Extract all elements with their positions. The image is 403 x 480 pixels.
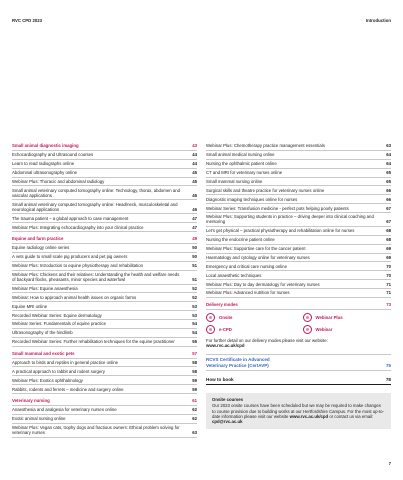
rcvs-title (206, 357, 270, 368)
entry-title: Webinar Plus: Chemotherapy practice management essentials (206, 143, 325, 149)
entry-title: CT and MRI for veterinary nurses online (206, 170, 283, 176)
header-left: RVC CPD 2023 (12, 18, 43, 23)
toc-entry[interactable] (12, 214, 197, 223)
toc-entry[interactable] (12, 406, 197, 415)
entry-title: Surgical skills and theatre practice for veterinary nurses online (206, 187, 325, 193)
toc-entry[interactable] (206, 195, 391, 204)
page-ref: 54 (192, 330, 197, 336)
entry-title: Webinar Plus: Equine anaesthesia (12, 285, 78, 291)
section-title: Veterinary nursing (12, 398, 50, 404)
entry-title: Rabbits, rodents and ferrets – medicine and surgery online (12, 386, 124, 392)
page-ref: 64 (386, 161, 391, 167)
section-heading[interactable] (12, 235, 197, 244)
how-to-book-page: 78 (385, 377, 391, 383)
page-ref: 43 (192, 143, 197, 149)
toc-entry[interactable] (12, 385, 197, 394)
page-ref: 71 (386, 281, 391, 287)
toc-entry[interactable] (206, 254, 391, 263)
section-heading[interactable] (206, 301, 391, 310)
page-ref: 53 (192, 312, 197, 318)
entry-title: Webinar Plus: Supporting students in practice – driving deeper into clinical coaching and mentoring (206, 214, 374, 225)
how-to-book-row[interactable] (206, 371, 391, 385)
toc-entry[interactable] (206, 151, 391, 160)
entry-title: Small mammal nursing online (206, 178, 263, 184)
toc-entry[interactable] (206, 213, 391, 227)
entry-title: Anaesthesia and analgesia for veterinary nurses online (12, 407, 117, 413)
toc-entry[interactable] (12, 329, 197, 338)
toc-entry[interactable] (206, 271, 391, 280)
entry-title: Webinar Plus: Day to day dermatology for veterinary nurses (206, 281, 320, 287)
toc-entry[interactable] (12, 244, 197, 253)
page-ref: 49 (192, 236, 197, 242)
entry-title: Approach to birds and reptiles in general practice online (12, 359, 119, 365)
page-ref: 50 (192, 254, 197, 260)
entry-title: Recorded Webinar Series: Further rehabilitation techniques for the equine practitioner (12, 339, 175, 345)
rcvs-page: 75 (385, 362, 391, 368)
toc-entry[interactable] (206, 160, 391, 169)
page-ref: 68 (386, 237, 391, 243)
toc-entry[interactable] (12, 262, 197, 271)
how-to-book-label: How to book (206, 377, 234, 383)
entry-title: Webinar Plus: Integrating echocardiography into your clinical practice (12, 224, 144, 230)
onsite-box-email[interactable]: cpd@rvc.ac.uk (212, 419, 243, 425)
entry-title: Echocardiography and Ultrasound courses (12, 152, 94, 158)
entry-title: Webinar Plus: Supportive care for the cancer patient (206, 246, 306, 252)
page-ref: 50 (192, 245, 197, 251)
toc-entry[interactable] (12, 178, 197, 187)
page-ref: 59 (192, 386, 197, 392)
page-ref: 58 (192, 368, 197, 374)
page-ref: 71 (386, 290, 391, 296)
entry-title: Learn to read radiographs online (12, 161, 75, 167)
section-heading[interactable] (12, 142, 197, 151)
toc-entry[interactable] (12, 253, 197, 262)
toc-entry[interactable] (206, 280, 391, 289)
toc-entry[interactable] (206, 245, 391, 254)
page-ref: 70 (386, 263, 391, 269)
page-ref: 65 (386, 178, 391, 184)
header-right: Introduction (365, 18, 391, 23)
toc-entry[interactable] (12, 359, 197, 368)
page-ref: 67 (386, 219, 391, 225)
toc-entry[interactable] (12, 200, 197, 214)
mode-label: Onsite (219, 314, 233, 320)
toc-entry[interactable] (12, 169, 197, 178)
further-detail-note (206, 338, 391, 349)
toc-entry[interactable] (12, 223, 197, 232)
toc-entry[interactable] (12, 376, 197, 385)
page-ref: 69 (386, 246, 391, 252)
entry-title: Webinar Series: Fundamentals of equine practice (12, 321, 107, 327)
section-title: Small mammal and exotic pets (12, 351, 75, 357)
entry-title: Webinar: How to approach animal health issues on organic farms (12, 294, 137, 300)
toc-entry[interactable] (206, 142, 391, 151)
entry-title: Equine MRI online (12, 303, 48, 309)
page-ref: 65 (386, 170, 391, 176)
page-number: 7 (388, 461, 391, 466)
section-title: Delivery modes (206, 302, 238, 308)
mode-onsite[interactable] (206, 313, 295, 322)
entry-title: Small animal veterinary computed tomography online: Head/neck, musculoskeletal and neurological applications (12, 201, 178, 212)
mode-label: e-CPD (219, 326, 232, 332)
entry-title: Haematology and cytology online for veterinary nurses (206, 254, 310, 260)
mode-webinar[interactable] (303, 325, 392, 334)
entry-title: Small animal veterinary computed tomography online: Technology, thorax, abdomen and vascular applications (12, 187, 180, 198)
toc-entry[interactable] (12, 415, 197, 424)
page-ref: 62 (192, 407, 197, 413)
section-title: Small animal diagnostic imaging (12, 143, 79, 149)
right-column-list (206, 142, 391, 310)
right-column (206, 142, 391, 429)
toc-entry[interactable] (12, 285, 197, 294)
toc-entry[interactable] (12, 311, 197, 320)
entry-title: Exotic animal nursing online (12, 416, 66, 422)
entry-title: Small animal medical nursing online (206, 152, 275, 158)
entry-title: Abdominal ultrasonography online (12, 170, 77, 176)
toc-entry[interactable] (206, 289, 391, 298)
onsite-courses-box (206, 393, 391, 428)
page-ref: 58 (192, 359, 197, 365)
entry-title: Webinar Plus: Introduction to equine physiotherapy and rehabilitation (12, 263, 144, 269)
mode-label: Webinar (315, 326, 333, 332)
entry-title: Nursing the ophthalmic patient online (206, 161, 277, 167)
page-ref: 70 (386, 272, 391, 278)
toc-entry[interactable] (12, 320, 197, 329)
mode-ecpd[interactable] (206, 325, 295, 334)
page-ref: 68 (386, 228, 391, 234)
entry-title: A vets guide to small scale pig producers and pet pig owners (12, 254, 128, 260)
left-column (12, 142, 197, 438)
page-ref: 44 (192, 161, 197, 167)
rcvs-line1: RCVS Certificate in Advanced (206, 357, 270, 363)
page-ref: 66 (386, 196, 391, 202)
entry-title: Webinar Plus: Chickens and their relatives: Understanding the health and welfare needs of backyard flocks, pheasants, minor species and waterfowl (12, 271, 180, 283)
page-ref: 73 (386, 302, 391, 308)
onsite-icon (206, 313, 215, 322)
page-ref: 67 (386, 205, 391, 211)
section-title: Equine and farm practice (12, 236, 64, 242)
section-heading[interactable] (12, 350, 197, 359)
entry-title: A practical approach to rabbit and rodent surgery (12, 368, 105, 374)
page-ref: 63 (386, 143, 391, 149)
further-detail-text: For further detail on our delivery modes please visit our website: (206, 337, 328, 343)
page-ref: 52 (192, 285, 197, 291)
toc-entry[interactable] (206, 169, 391, 178)
page-ref: 66 (386, 187, 391, 193)
page-ref: 63 (192, 430, 197, 436)
onsite-box-body: Our 2023 onsite courses have been scheduled but we may be required to make changes to course provision due to building works at our Hertfordshire Campus. For the most up-to-date information please visit our website (212, 403, 384, 419)
onsite-box-mid: or contact us via email: (329, 413, 374, 419)
webinar-icon (303, 325, 312, 334)
entry-title: Emergency and critical care nursing online (206, 263, 287, 269)
entry-title: Webinar Plus: Vegan cats, trophy dogs and fractious owners: Ethical problem solving for veterinary nurses (12, 425, 180, 436)
page-ref: 59 (192, 377, 197, 383)
toc-entry[interactable] (206, 236, 391, 245)
toc-entry[interactable] (12, 302, 197, 311)
page-ref: 51 (192, 263, 197, 269)
page-header (12, 18, 391, 28)
page-ref: 55 (192, 339, 197, 345)
page-ref: 44 (192, 152, 197, 158)
entry-title: The trauma patient – a global approach to case management (12, 215, 129, 221)
page-ref: 69 (386, 254, 391, 260)
page-ref: 45 (192, 178, 197, 184)
page-ref: 52 (192, 294, 197, 300)
page-ref: 47 (192, 215, 197, 221)
entry-title: Equine radiology online series (12, 245, 70, 251)
page-ref: 54 (192, 321, 197, 327)
entry-title: Recorded Webinar Series: Equine dermatology (12, 312, 102, 318)
mode-webinar-plus[interactable] (303, 313, 392, 322)
toc-entry[interactable] (12, 424, 197, 438)
page-ref: 46 (192, 206, 197, 212)
page-ref: 47 (192, 224, 197, 230)
toc-entry[interactable] (206, 204, 391, 213)
toc-entry[interactable] (206, 186, 391, 195)
toc-entry[interactable] (12, 151, 197, 160)
entry-title: Webinar Plus: Advanced nutrition for nurses (206, 290, 290, 296)
webinar-plus-icon (303, 313, 312, 322)
ecpd-icon (206, 325, 215, 334)
toc-entry[interactable] (12, 338, 197, 347)
section-heading[interactable] (12, 397, 197, 406)
entry-title: Webinar Plus: Thoracic and abdominal radiology (12, 178, 105, 184)
onsite-box-title: Onsite courses (212, 397, 244, 403)
toc-entry[interactable] (206, 262, 391, 271)
page-ref: 53 (192, 303, 197, 309)
page-ref: 64 (386, 152, 391, 158)
toc-entry[interactable] (206, 227, 391, 236)
onsite-box-link[interactable]: www.rvc.ac.uk/cpd (289, 413, 329, 419)
toc-entry[interactable] (12, 271, 197, 285)
toc-entry[interactable] (12, 186, 197, 200)
page-ref: 61 (192, 398, 197, 404)
rcvs-certificate-row[interactable] (206, 354, 391, 371)
delivery-modes (206, 313, 391, 334)
entry-title: Webinar Series: Transfusion medicine - perfect pots helping poorly patients (206, 205, 349, 211)
page-ref: 62 (192, 416, 197, 422)
entry-title: Nursing the endocrine patient online (206, 237, 275, 243)
rcvs-line2: Veterinary Practice (CertAVP) (206, 362, 269, 368)
entry-title: Diagnostic imaging techniques online for nurses (206, 196, 298, 202)
page-ref: 46 (192, 192, 197, 198)
page-ref: 57 (192, 351, 197, 357)
website-link[interactable]: www.rvc.ac.uk/cpd (206, 343, 245, 349)
toc-entry[interactable] (12, 293, 197, 302)
page-ref: 51 (192, 277, 197, 283)
entry-title: Ultrasonography of the hindlimb (12, 330, 73, 336)
toc-entry[interactable] (12, 367, 197, 376)
entry-title: Let's get physical – practical physiotherapy and rehabilitation online for nurses (206, 228, 355, 234)
mode-label: Webinar Plus (315, 314, 343, 320)
entry-title: Local anaesthetic techniques (206, 272, 262, 278)
entry-title: Webinar Plus: Exotics ophthalmology (12, 377, 83, 383)
toc-entry[interactable] (206, 178, 391, 187)
page-ref: 45 (192, 170, 197, 176)
toc-entry[interactable] (12, 160, 197, 169)
